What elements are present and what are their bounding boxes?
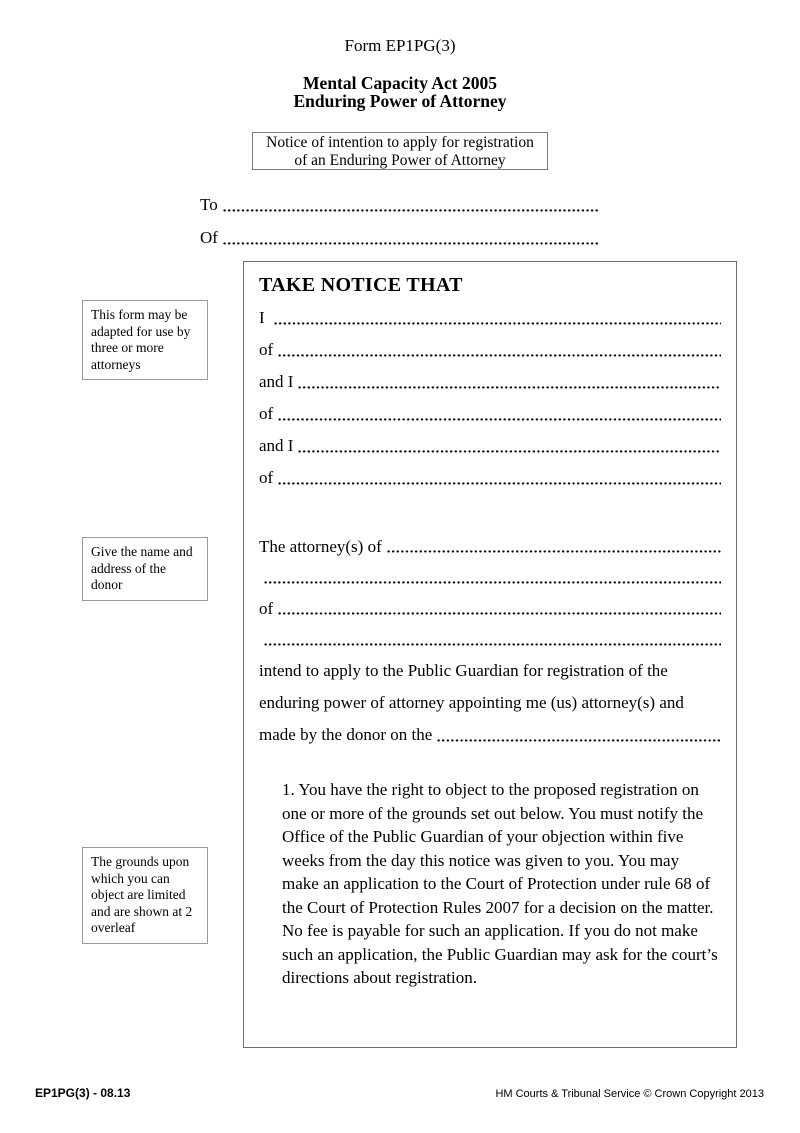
dotted-leader bbox=[278, 334, 721, 357]
dotted-leader bbox=[274, 302, 721, 325]
attorney-address-line-3 bbox=[259, 462, 721, 494]
fill-label: of bbox=[259, 340, 274, 359]
dotted-leader bbox=[278, 593, 721, 615]
intent-statement-line-1: intend to apply to the Public Guardian for registration of the bbox=[259, 661, 668, 680]
attorney-name-line-1 bbox=[259, 302, 721, 334]
donor-name-line bbox=[259, 531, 721, 562]
donor-name-continuation-line bbox=[259, 562, 721, 593]
spacer bbox=[259, 494, 721, 531]
of-label: Of bbox=[200, 228, 218, 247]
dotted-leader bbox=[278, 398, 721, 421]
dotted-leader bbox=[264, 562, 721, 584]
act-title-line-1: Mental Capacity Act 2005 bbox=[303, 73, 497, 93]
notice-title-line-2: of an Enduring Power of Attorney bbox=[294, 151, 506, 169]
attorney-address-line-1 bbox=[259, 334, 721, 366]
footer-form-reference: EP1PG(3) - 08.13 bbox=[35, 1086, 131, 1100]
attorney-name-line-3 bbox=[259, 430, 721, 462]
form-number: Form EP1PG(3) bbox=[344, 36, 456, 55]
objection-rights-paragraph: 1. You have the right to object to the proposed registration on one or more of the grounds set out below. You must notify the Office of the Public Guardian of your objection within five weeks from the day this notice was given to you. You may make an application to the Court of Protection under rule 68 of the Court of Protection Rules 2007 for a decision on the matter. No fee is payable for such an application. If you do not make such an application, the Public Guardian may ask for the court’s directions about registration. bbox=[282, 780, 718, 987]
side-note-attorneys: This form may be adapted for use by three or more attorneys bbox=[82, 300, 208, 380]
to-line bbox=[200, 188, 598, 221]
side-note-donor: Give the name and address of the donor bbox=[82, 537, 208, 601]
dotted-leader bbox=[387, 531, 721, 553]
attorney-address-line-2 bbox=[259, 398, 721, 430]
dotted-leader bbox=[223, 188, 598, 212]
fill-label: made by the donor on the bbox=[259, 725, 433, 744]
footer-copyright: HM Courts & Tribunal Service © Crown Copyright 2013 bbox=[495, 1088, 764, 1100]
donor-address-continuation-line bbox=[259, 624, 721, 655]
fill-label: of bbox=[259, 404, 274, 423]
dotted-leader bbox=[278, 462, 721, 485]
donor-date-line bbox=[259, 719, 721, 751]
fill-label: The attorney(s) of bbox=[259, 537, 382, 556]
dotted-leader bbox=[298, 430, 721, 453]
to-label: To bbox=[200, 195, 218, 214]
attorney-name-line-2 bbox=[259, 366, 721, 398]
fill-label: of bbox=[259, 468, 274, 487]
fill-label: and I bbox=[259, 372, 294, 391]
dotted-leader bbox=[437, 719, 721, 742]
fill-label: of bbox=[259, 599, 274, 618]
of-line bbox=[200, 221, 598, 254]
take-notice-heading: TAKE NOTICE THAT bbox=[259, 274, 463, 296]
spacer bbox=[259, 751, 721, 778]
dotted-leader bbox=[223, 221, 598, 245]
fill-label: and I bbox=[259, 436, 294, 455]
act-title bbox=[0, 75, 800, 110]
notice-title-line-1: Notice of intention to apply for registration bbox=[266, 134, 534, 151]
donor-address-line bbox=[259, 593, 721, 624]
act-title-line-2: Enduring Power of Attorney bbox=[293, 90, 507, 111]
intent-statement-line-2: enduring power of attorney appointing me (us) attorney(s) and bbox=[259, 693, 684, 712]
side-note-grounds: The grounds upon which you can object are limited and are shown at 2 overleaf bbox=[82, 847, 208, 944]
fill-label: I bbox=[259, 308, 269, 327]
dotted-leader bbox=[264, 624, 721, 646]
take-notice-box bbox=[243, 261, 737, 1048]
notice-title-box bbox=[252, 132, 548, 170]
dotted-leader bbox=[298, 366, 721, 389]
